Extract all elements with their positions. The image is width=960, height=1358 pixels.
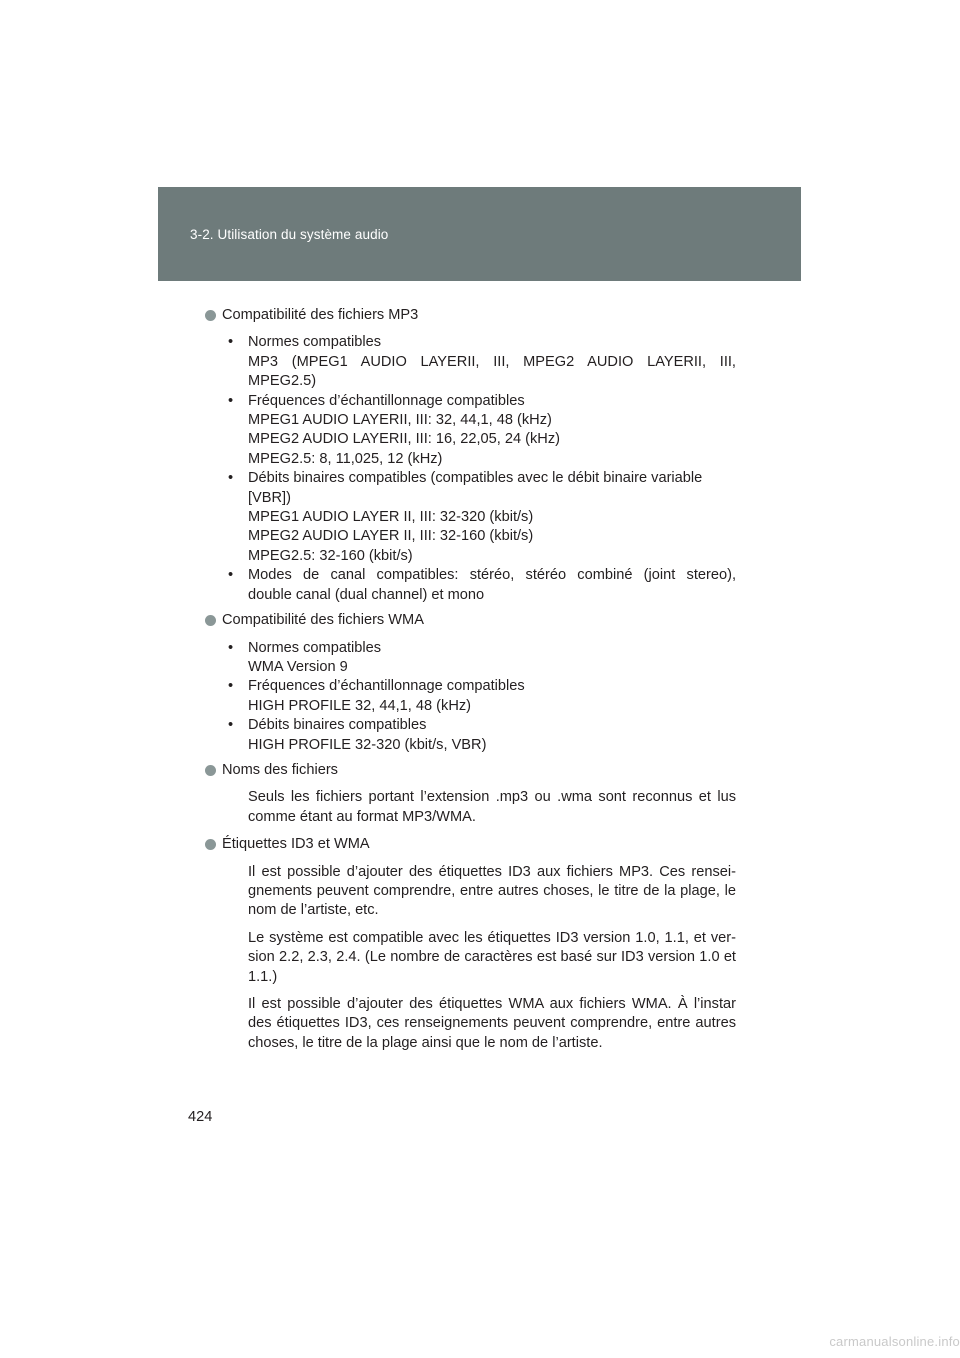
bullet-dot: • [228, 470, 234, 487]
item-line: MPEG2 AUDIO LAYERII, III: 16, 22,05, 24 (kHz) [248, 431, 560, 448]
item-line: HIGH PROFILE 32, 44,1, 48 (kHz) [248, 697, 472, 714]
list-item [228, 333, 736, 391]
section-wma [222, 611, 736, 755]
bullet-dot: • [228, 334, 234, 351]
circle-bullet-icon [205, 839, 216, 850]
section-heading: Compatibilité des fichiers MP3 [222, 306, 736, 325]
item-line: MPEG1 AUDIO LAYER II, III: 32-320 (kbit/s) [248, 509, 534, 526]
list-item [228, 677, 736, 716]
item-line: MP3 (MPEG1 AUDIO LAYERII, III, MPEG2 AUDIO LAYERII, III, [248, 353, 736, 370]
paragraph: Seuls les fichiers portant l’extension .mp3 ou .wma sont reconnus et lus comme étant au format MP3/WMA. [248, 789, 736, 825]
item-line: Modes de canal compatibles: stéréo, stéréo combiné (joint stereo), [248, 567, 736, 584]
section-header-bar [158, 187, 801, 281]
item-line: MPEG2.5: 32-160 (kbit/s) [248, 547, 413, 564]
section-filenames [222, 761, 736, 827]
section-tags [222, 835, 736, 1053]
bullet-dot: • [228, 678, 234, 695]
list-item [228, 392, 736, 470]
list-item [228, 639, 736, 678]
paragraph: Il est possible d’ajouter des étiquettes WMA aux fichiers WMA. À l’instar des étiquettes ID3, ces renseignements peuvent comprendre, entre autres choses, le titre de la plage ainsi que le nom de l’artiste. [248, 996, 736, 1051]
item-line: Débits binaires compatibles [248, 717, 427, 734]
list-item [228, 469, 736, 566]
bullet-dot: • [228, 639, 234, 656]
bullet-dot: • [228, 717, 234, 734]
item-line: WMA Version 9 [248, 658, 348, 675]
item-line: [VBR]) [248, 489, 291, 506]
item-line: MPEG1 AUDIO LAYERII, III: 32, 44,1, 48 (kHz) [248, 412, 552, 429]
item-line: Fréquences d’échantillonnage compatibles [248, 678, 525, 695]
circle-bullet-icon [205, 765, 216, 776]
page-content [222, 306, 736, 1061]
circle-bullet-icon [205, 615, 216, 626]
section-heading: Étiquettes ID3 et WMA [222, 835, 736, 854]
item-line: MPEG2.5) [248, 373, 317, 390]
item-line: Normes compatibles [248, 639, 382, 656]
item-line: double canal (dual channel) et mono [248, 586, 485, 603]
bullet-dot: • [228, 392, 234, 409]
paragraph: Le système est compatible avec les étiquettes ID3 version 1.0, 1.1, et ver-sion 2.2, 2.3, 2.4. (Le nombre de caractères est basé sur ID3 version 1.0 et 1.1.) [248, 929, 736, 985]
item-line: Normes compatibles [248, 334, 382, 351]
bullet-dot: • [228, 567, 234, 584]
item-line: Débits binaires compatibles (compatibles avec le débit binaire variable [248, 470, 703, 487]
section-title: 3-2. Utilisation du système audio [190, 227, 389, 242]
list-item [228, 566, 736, 605]
item-line: MPEG2.5: 8, 11,025, 12 (kHz) [248, 450, 443, 467]
section-heading: Noms des fichiers [222, 761, 736, 780]
paragraph: Il est possible d’ajouter des étiquettes ID3 aux fichiers MP3. Ces rensei-gnements peuvent comprendre, entre autres choses, le titre de la plage, le nom de l’artiste, etc. [248, 863, 736, 919]
watermark: carmanualsonline.info [829, 1334, 960, 1349]
list-item [228, 716, 736, 755]
page-number: 424 [188, 1109, 213, 1125]
circle-bullet-icon [205, 310, 216, 321]
item-line: HIGH PROFILE 32-320 (kbit/s, VBR) [248, 736, 487, 753]
item-line: MPEG2 AUDIO LAYER II, III: 32-160 (kbit/s) [248, 528, 534, 545]
section-mp3 [222, 306, 736, 605]
section-heading: Compatibilité des fichiers WMA [222, 611, 736, 630]
item-line: Fréquences d’échantillonnage compatibles [248, 392, 525, 409]
